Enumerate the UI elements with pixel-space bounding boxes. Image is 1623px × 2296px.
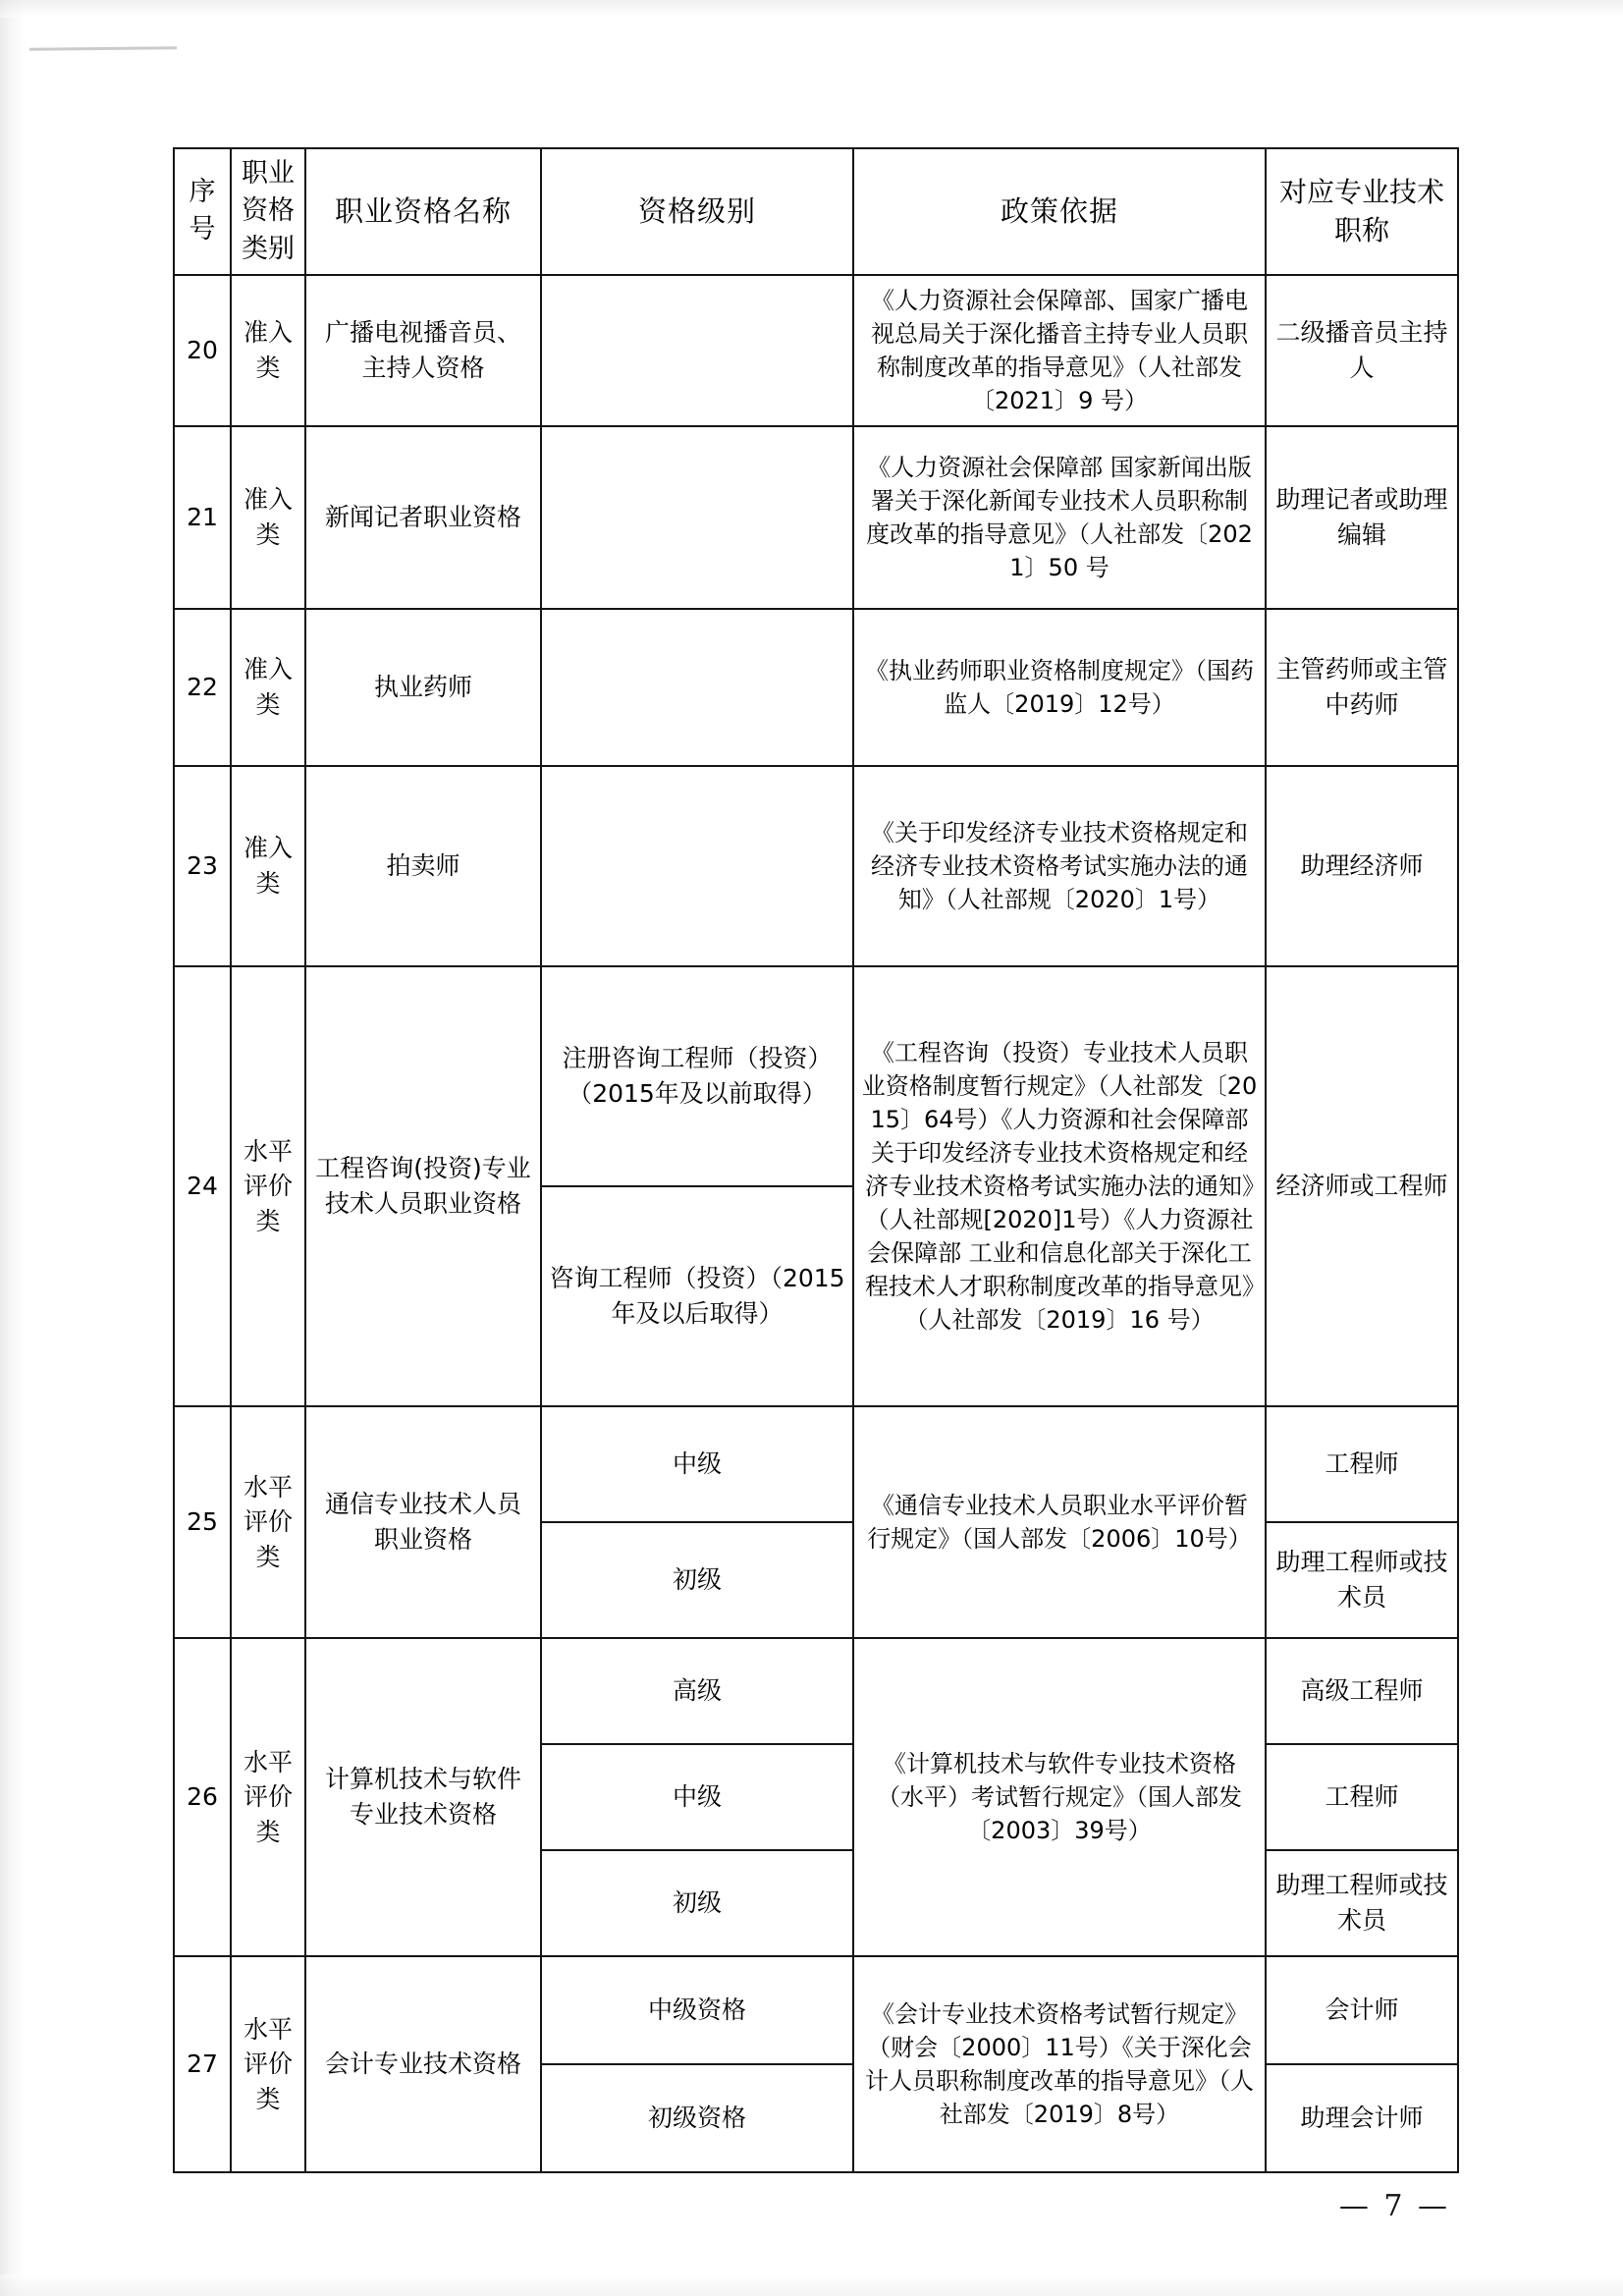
cell-policy-basis: 《人力资源社会保障部、国家广播电视总局关于深化播音主持专业人员职称制度改革的指导意见》（人社部发〔2021〕9 号） [853,275,1266,426]
cell-professional-title: 二级播音员主持人 [1266,275,1458,426]
cell-qualification-name: 执业药师 [305,609,541,766]
cell-level: 中级 [541,1406,853,1522]
cell-professional-title: 工程师 [1266,1406,1458,1522]
scan-edge-shading-bottom [0,2274,1623,2296]
cell-qualification-name: 通信专业技术人员职业资格 [305,1406,541,1638]
cell-sequence: 21 [174,426,231,609]
cell-professional-title: 助理工程师或技术员 [1266,1850,1458,1956]
cell-category: 水平评价类 [231,1638,305,1956]
cell-level: 中级 [541,1744,853,1850]
table-row [174,766,1458,966]
cell-qualification-name: 计算机技术与软件专业技术资格 [305,1638,541,1956]
cell-sequence: 27 [174,1956,231,2172]
cell-category: 准入类 [231,766,305,966]
cell-professional-title: 主管药师或主管中药师 [1266,609,1458,766]
cell-sequence: 22 [174,609,231,766]
table-row [174,609,1458,766]
column-header-name: 职业资格名称 [305,148,541,275]
cell-professional-title: 助理记者或助理编辑 [1266,426,1458,609]
cell-professional-title: 工程师 [1266,1744,1458,1850]
cell-sequence: 26 [174,1638,231,1956]
scan-artifact-mark [29,46,177,51]
cell-qualification-name: 广播电视播音员、主持人资格 [305,275,541,426]
column-header-sequence: 序号 [174,148,231,275]
cell-level: 注册咨询工程师（投资）（2015年及以前取得） [541,966,853,1186]
cell-qualification-name: 新闻记者职业资格 [305,426,541,609]
cell-policy-basis: 《通信专业技术人员职业水平评价暂行规定》（国人部发〔2006〕10号） [853,1406,1266,1638]
cell-professional-title: 高级工程师 [1266,1638,1458,1744]
cell-sequence: 20 [174,275,231,426]
cell-level: 初级 [541,1522,853,1638]
table-body [174,275,1458,2172]
cell-professional-title: 助理会计师 [1266,2064,1458,2172]
cell-professional-title: 经济师或工程师 [1266,966,1458,1406]
cell-level: 中级资格 [541,1956,853,2064]
page-number: — 7 — [1338,2189,1450,2223]
cell-sequence: 24 [174,966,231,1406]
table-row [174,1406,1458,1522]
qualification-table-container [173,147,1457,2173]
cell-category: 准入类 [231,275,305,426]
table-row [174,1638,1458,1744]
table-row [174,275,1458,426]
column-header-level: 资格级别 [541,148,853,275]
cell-category: 准入类 [231,609,305,766]
column-header-category: 职业资格类别 [231,148,305,275]
cell-professional-title: 助理经济师 [1266,766,1458,966]
cell-category: 水平评价类 [231,1956,305,2172]
cell-level: 初级资格 [541,2064,853,2172]
cell-policy-basis: 《计算机技术与软件专业技术资格（水平）考试暂行规定》（国人部发〔2003〕39号） [853,1638,1266,1956]
cell-professional-title: 会计师 [1266,1956,1458,2064]
qualification-table [173,147,1459,2173]
table-header [174,148,1458,275]
cell-category: 水平评价类 [231,966,305,1406]
cell-category: 水平评价类 [231,1406,305,1638]
cell-policy-basis: 《会计专业技术资格考试暂行规定》（财会〔2000〕11号）《关于深化会计人员职称制度改革的指导意见》（人社部发〔2019〕8号） [853,1956,1266,2172]
table-header-row [174,148,1458,275]
cell-level [541,609,853,766]
scan-edge-shading-left [0,0,26,2296]
cell-level: 高级 [541,1638,853,1744]
cell-policy-basis: 《工程咨询（投资）专业技术人员职业资格制度暂行规定》（人社部发〔2015〕64号）《人力资源和社会保障部关于印发经济专业技术资格规定和经济专业技术资格考试实施办法的通知》（人社部规[2020]1号）《人力资源社会保障部 工业和信息化部关于深化工程技术人才职称制度改革的指导意见》（人社部发〔2019〕16 号） [853,966,1266,1406]
cell-qualification-name: 拍卖师 [305,766,541,966]
cell-sequence: 23 [174,766,231,966]
cell-professional-title: 助理工程师或技术员 [1266,1522,1458,1638]
cell-category: 准入类 [231,426,305,609]
cell-level [541,275,853,426]
cell-sequence: 25 [174,1406,231,1638]
column-header-policy: 政策依据 [853,148,1266,275]
cell-qualification-name: 工程咨询(投资)专业技术人员职业资格 [305,966,541,1406]
cell-policy-basis: 《执业药师职业资格制度规定》（国药监人〔2019〕12号） [853,609,1266,766]
cell-qualification-name: 会计专业技术资格 [305,1956,541,2172]
table-row [174,1956,1458,2064]
cell-level: 初级 [541,1850,853,1956]
column-header-professional-title: 对应专业技术职称 [1266,148,1458,275]
table-row [174,966,1458,1186]
table-row [174,426,1458,609]
cell-level: 咨询工程师（投资）（2015年及以后取得） [541,1186,853,1406]
cell-policy-basis: 《关于印发经济专业技术资格规定和经济专业技术资格考试实施办法的通知》（人社部规〔2020〕1号） [853,766,1266,966]
scan-edge-shading-top [0,0,1623,18]
cell-policy-basis: 《人力资源社会保障部 国家新闻出版署关于深化新闻专业技术人员职称制度改革的指导意见》（人社部发〔2021〕50 号 [853,426,1266,609]
cell-level [541,766,853,966]
cell-level [541,426,853,609]
